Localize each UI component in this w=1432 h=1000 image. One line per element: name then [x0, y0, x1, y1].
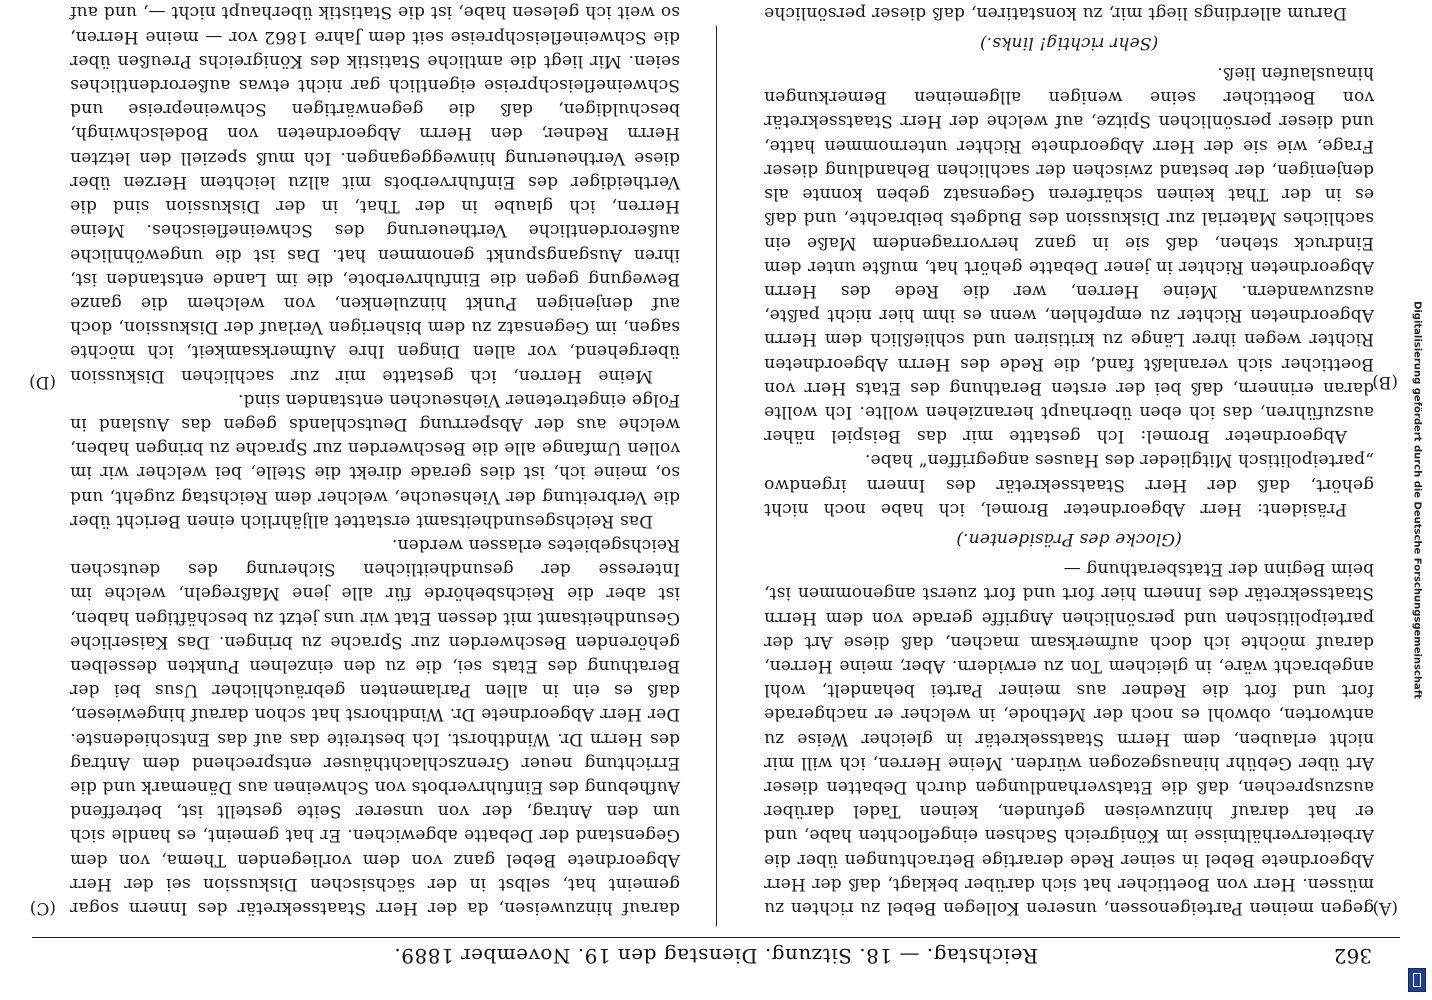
printed-page	[29, 2, 1400, 972]
paragraph: Meine Herren, ich gestatte mir zur sachlichen Diskussion übergehend, vor allen Dingen Ihre Aufmerksamkeit, ich möchte sagen, im Gegensatz zu dem bisherigen Verlauf der Diskussion, doch auf denjenigen Punkt hinzulenken, von welchem die ganze Bewegung gegen die Einfuhrverbote, die im Lande entstanden ist, ihren Ausgangspunkt genommen hat. Das ist die ungewöhnliche außerordentliche Vertheuerung des Schweinefleisches. Meine Herren, ich glaube in der That, in der Diskussion sind die Vertheidiger des Einfuhrverbots mit allzu leichtem Herzen über diese Vertheuerung hinweggegangen. Ich muß speziell den letzten Herrn Redner, den Herrn Abgeordneten von Bodelschwingh, beschuldigen, daß die gegenwärtigen Schweinepreise und Schweinefleischpreise eigentlich gar nicht etwas außerordentliches seien. Mir liegt die amtliche Statistik des Königreichs Preußen über die Schweinefleischpreise seit dem Jahre 1862 vor — meine Herren, so weit ich gelesen habe, ist die Statistik überhaupt nicht —, und auf	[70, 2, 680, 386]
paragraph: Darum allerdings liegt mir, zu konstatiren, daß dieser persönliche	[764, 2, 1347, 23]
margin-marker-c: (C)	[29, 898, 56, 918]
page-number: 362	[1333, 944, 1372, 968]
right-text-column	[70, 2, 680, 920]
paragraph: darauf hinzuweisen, da der Herr Staatssekretär des Innern sogar gemeint hat, selbst in der sächsischen Diskussion sei der Herr Abgeordnete Bebel ganz von dem vorliegenden Thema, von dem Gegenstand der Debatte abgewichen. Er hat gemeint, es handle sich um den Antrag, der von unserer Seite gestellt ist, betreffend Aufhebung des Einfuhrverbots von Schweinen aus Dänemark und die Errichtung neuer Grenzschlachthäuser entsprechend dem Antrag des Herrn Dr. Windthorst. Ich bestreite das auf das Entschiedenste. Der Herr Abgeordnete Dr. Windthorst hat schon darauf hingewiesen, daß es ein in allen Parlamenten gebräuchlicher Usus bei der Berathung des Etats sei, die zu den einzelnen Punkten desselben gehörenden Beschwerden zur Sprache zu bringen. Das Kaiserliche Gesundheitsamt mit dessen Etat wir uns jetzt zu beschäftigen haben, ist aber die Reichsbehörde für alle jene Maßregeln, welche im Interesse der gesundheitlichen Sicherung des deutschen Reichsgebietes erlassen werden.	[70, 534, 680, 918]
column-divider	[716, 26, 717, 926]
stage-direction: (Glocke des Präsidenten.)	[956, 528, 1182, 549]
margin-marker-b: (B)	[1372, 372, 1398, 392]
paragraph: Präsident: Herr Abgeordneter Bromel, ich habe noch nicht gehört, daß der Herr Staatssekretär des Innern irgendwo „parteipolitisch Mitglieder des Hauses angegriffen“ habe.	[764, 450, 1374, 519]
dfg-logo-icon	[1408, 968, 1426, 992]
margin-marker-d: (D)	[29, 372, 56, 392]
margin-marker-a: (A)	[1372, 898, 1398, 918]
paragraph: gegen meinen Parteigenossen, unseren Kollegen Bebel zu richten zu müssen. Herr von Boetticher hat sich darüber beklagt, daß der Herr Abgeordnete Bebel in seiner Rede derartige Betrachtungen über die Arbeiterverhältnisse im Königreich Sachsen eingeflochten habe, und er hat darauf hinzuweisen gefunden, keinen Tadel darüber auszusprechen, daß die Etatsverhandlungen durch Debatten dieser Art über Gebühr hinausgezogen würden. Meine Herren, ich will mir nicht erlauben, dem Herrn Staatssekretär in gleicher Weise zu antworten, obwohl es noch der Methode, in welcher er nachgerade fort und fort die Redner aus meiner Partei behandelt, wohl angebracht wäre, in gleichem Ton zu erwidern. Aber, meine Herren, darauf möchte ich doch aufmerksam machen, daß diese Art der parteipolitischen und persönlichen Angriffe gerade von dem Herrn Staatssekretär des Innern hier fort und fort zuerst angenommen ist, beim Beginn der Etatsberathung —	[764, 559, 1374, 918]
paragraph: Das Reichsgesundheitsamt erstattet alljährlich einen Bericht über die Verbreitung der Viehseuche, welcher dem Reichstag zugeht, und so, meine ich, ist dies gerade direkt die Stelle, bei welcher wir im vollen Umfange alle die Beschwerden zur Sprache zu bringen haben, welche aus der Absperrung Deutschlands gegen das Ausland in Folge eingetretener Viehseuchen entstanden sind.	[70, 389, 680, 531]
page-running-title: Reichstag. — 18. Sitzung. Dienstag den 19. November 1889.	[393, 944, 1039, 968]
stage-direction: (Sehr richtig! links.)	[979, 32, 1159, 53]
left-text-column	[764, 2, 1374, 920]
digitization-credit: Digitalisierung gefördert durch die Deutsche Forschungsgemeinschaft	[1411, 301, 1423, 699]
paragraph: Abgeordneter Bromel: Ich gestatte mir das Beispiel näher auszuführen, das ich eben überhaupt heranziehen wollte. Ich wollte daran erinnern, daß bei der ersten Berathung des Etats Herr von Boetticher sich veranlaßt fand, die Rede des Herrn Abgeordneten Richter wegen ihrer Länge zu kritisiren und schließlich dem Herrn Abgeordneten Richter zu empfehlen, wenn es ihm hier nicht paßte, auszuwandern. Meine Herren, wer die Rede des Herrn Abgeordneten Richter in jener Debatte gehört hat, mußte unter dem Eindruck stehen, daß sie in ganz hervorragendem Maße ein sachliches Material zur Diskussion des Budgets beibrachte, und daß es in der That keinen schärferen Gegensatz geben konnte als denjenigen, der bestand zwischen der sachlichen Behandlung dieser Frage, wie sie der Herr Abgeordnete Richter unternommen hatte, und dieser persönlichen Spitze, auf welche der Herr Staatssekretär von Boetticher seine wenigen allgemeinen Bemerkungen hinauslaufen ließ.	[764, 63, 1374, 447]
page-header	[32, 937, 1400, 972]
